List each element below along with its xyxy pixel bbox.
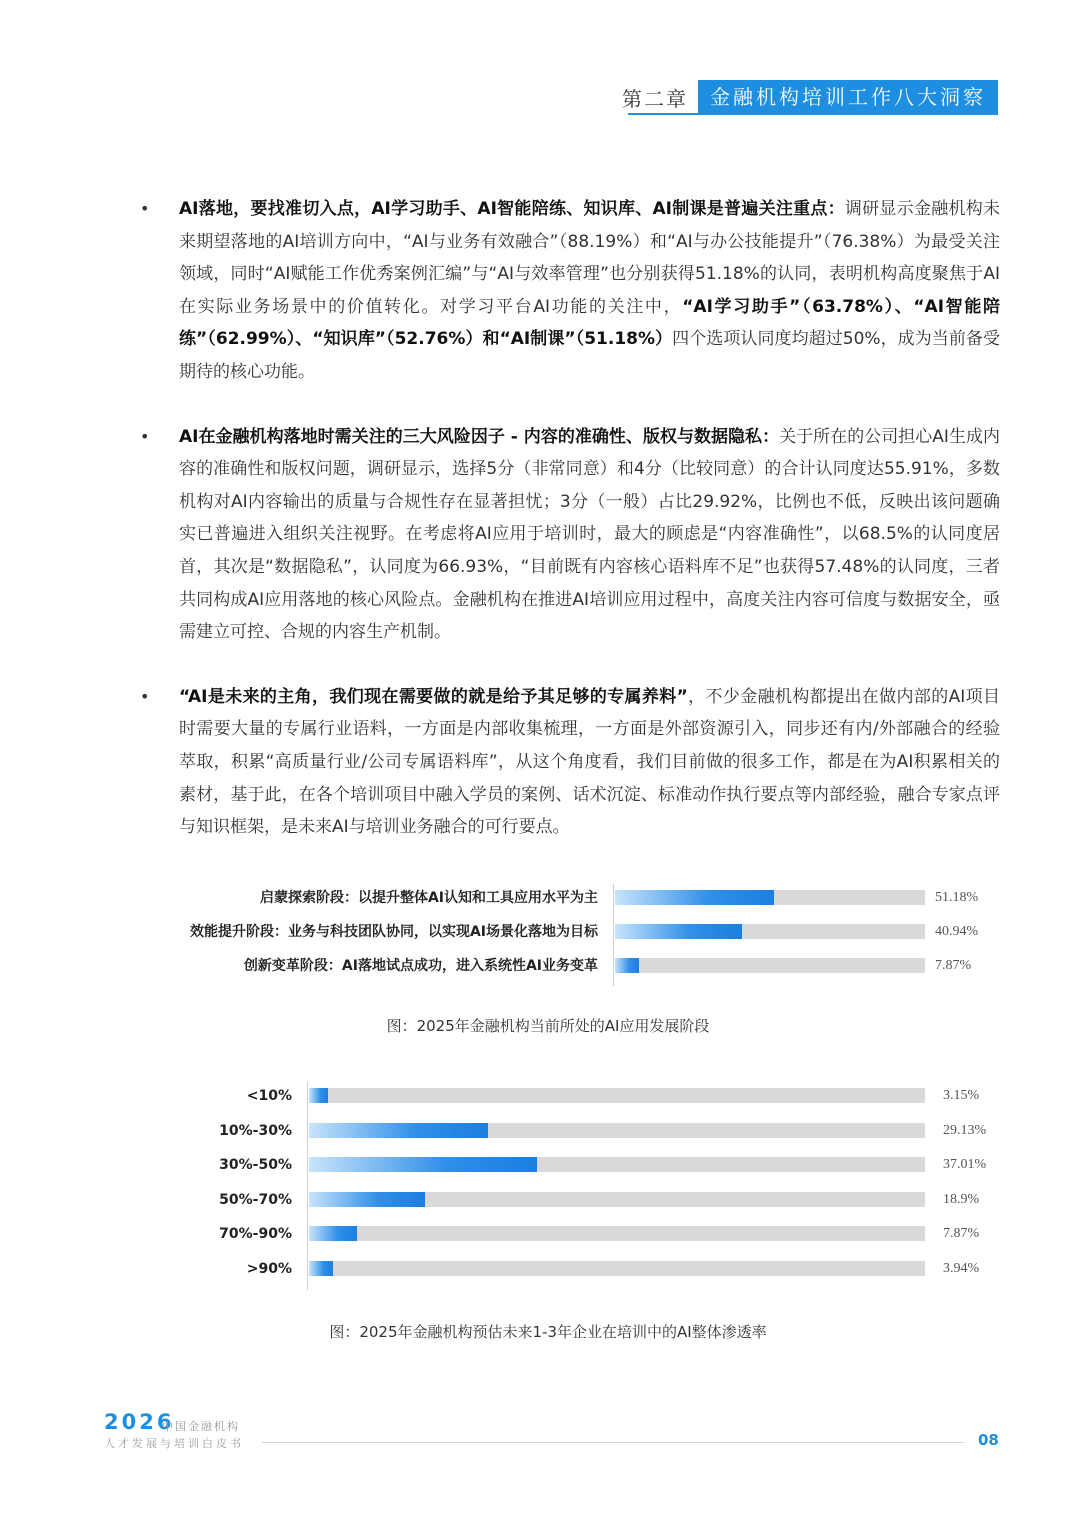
bar-track xyxy=(309,1192,925,1207)
chart-axis-line xyxy=(613,884,614,986)
bar-value-label: 3.15% xyxy=(943,1088,980,1103)
bar-value-label: 40.94% xyxy=(935,924,979,939)
bullet-dot: • xyxy=(140,686,150,706)
chapter-header xyxy=(622,80,998,114)
bar-label: 10%-30% xyxy=(219,1122,292,1139)
header-underline xyxy=(628,113,998,115)
chart-ai-penetration-caption: 图：2025年金融机构预估未来1-3年企业在培训中的AI整体渗透率 xyxy=(329,1323,767,1341)
bar-value-label: 37.01% xyxy=(943,1157,987,1173)
bullet-highlight: “AI学习助手”（63.78%）、“AI智能陪练”（62.99%）、“知识库”（52.76%）和“AI制课”（51.18%） xyxy=(179,296,1000,350)
bullet-lead: AI落地，要找准切入点，AI学习助手、AI智能陪练、知识库、AI制课是普遍关注重点： xyxy=(179,199,845,219)
chart-ai-stage-caption: 图：2025年金融机构当前所处的AI应用发展阶段 xyxy=(386,1017,710,1035)
chapter-title: 金融机构培训工作八大洞察 xyxy=(698,80,998,114)
bar-label: >90% xyxy=(246,1261,292,1277)
bar xyxy=(309,1192,425,1207)
bar-value-label: 7.87% xyxy=(935,958,972,973)
bar xyxy=(309,1123,488,1138)
bullet-text: 四个选项认同度均超过50%，成为当前备受期待的核心功能。 xyxy=(179,329,1000,382)
chapter-number: 第二章 xyxy=(622,86,688,111)
bar xyxy=(309,1088,328,1103)
bar xyxy=(615,958,639,973)
bullet-text: 关于所在的公司担心AI生成内容的准确性和版权问题，调研显示，选择5分（非常同意）和4分（比较同意）的合计认同度达55.91%，多数机构对AI内容输出的质量与合规性存在显著担忧；3分（一般）占比29.92%，比例也不低，反映出该问题确实已普遍进入组织关注视野。在考虑将AI应用于培训时，最大的顾虑是“内容准确性”，以68.5%的认同度居首，其次是“数据隐私”，认同度为66.93%，“目前既有内容核心语料库不足”也获得57.48%的认同度，三者共同构成AI应用落地的核心风险点。金融机构在推进AI培训应用过程中，高度关注内容可信度与数据安全，亟需建立可控、合规的内容生产机制。 xyxy=(179,426,1000,643)
bar-value-label: 51.18% xyxy=(935,890,979,905)
bar-label: <10% xyxy=(246,1088,292,1104)
footer-title-line2: 人才发展与培训白皮书 xyxy=(104,1437,244,1450)
bar xyxy=(615,924,742,939)
bar-label: 创新变革阶段：AI落地试点成功，进入系统性AI业务变革 xyxy=(243,958,598,974)
footer-title-line1: 中国金融机构 xyxy=(162,1420,240,1433)
bullet-dot: • xyxy=(140,426,150,446)
bar-track xyxy=(309,1226,925,1241)
bar-track xyxy=(615,924,925,939)
bullet-text: 调研显示金融机构未来期望落地的AI培训方向中，“AI与业务有效融合”（88.19%）和“AI与办公技能提升”（76.38%）为最受关注领域，同时“AI赋能工作优秀案例汇编”与“AI与效率管理”也分别获得51.18%的认同，表明机构高度聚焦于AI在实际业务场景中的价值转化。对学习平台AI功能的关注中， xyxy=(179,199,1000,317)
bar-track xyxy=(309,1157,925,1172)
bar xyxy=(615,890,774,905)
bar-value-label: 18.9% xyxy=(943,1191,980,1207)
bullet-text: ，不少金融机构都提出在做内部的AI项目时需要大量的专属行业语料，一方面是内部收集梳理，一方面是外部资源引入，同步还有内/外部融合的经验萃取，积累“高质量行业/公司专属语料库”，从这个角度看，我们目前做的很多工作，都是在为AI积累相关的素材，基于此，在各个培训项目中融入学员的案例、话术沉淀、标准动作执行要点等内部经验，融合专家点评与知识框架，是未来AI与培训业务融合的可行要点。 xyxy=(179,686,1000,838)
bullet-lead: “AI是未来的主角，我们现在需要做的就是给予其足够的专属养料” xyxy=(179,686,688,707)
chart-ai-stage xyxy=(0,884,1080,984)
bar-label: 启蒙探索阶段：以提升整体AI认知和工具应用水平为主 xyxy=(259,890,598,906)
bar-label: 50%-70% xyxy=(219,1191,292,1208)
bar-label: 70%-90% xyxy=(219,1226,292,1243)
bar-value-label: 7.87% xyxy=(943,1226,980,1242)
chart-axis-line xyxy=(307,1082,308,1290)
bar-track xyxy=(309,1261,925,1276)
bar xyxy=(309,1226,357,1241)
bar-value-label: 3.94% xyxy=(943,1261,980,1276)
bullet-lead: AI在金融机构落地时需关注的三大风险因子 - 内容的准确性、版权与数据隐私： xyxy=(179,426,780,447)
bar-track xyxy=(309,1088,925,1103)
chart-ai-penetration xyxy=(0,1082,1080,1282)
footer-year: 2026 xyxy=(104,1410,175,1434)
footer-divider xyxy=(262,1442,964,1443)
bullet-ai-landing xyxy=(140,193,1000,389)
bullet-risk-factors xyxy=(140,421,1000,649)
bullet-ai-nourishment xyxy=(140,681,1000,844)
bar-label: 效能提升阶段：业务与科技团队协同，以实现AI场景化落地为目标 xyxy=(189,924,598,940)
bar-track xyxy=(615,958,925,973)
bar xyxy=(309,1261,333,1276)
bar-track xyxy=(615,890,925,905)
bar xyxy=(309,1157,537,1172)
bullet-dot: • xyxy=(140,199,150,218)
bar-value-label: 29.13% xyxy=(943,1122,987,1138)
page-number: 08 xyxy=(978,1431,999,1449)
bar-track xyxy=(309,1123,925,1138)
bar-label: 30%-50% xyxy=(219,1157,292,1174)
bullet-list xyxy=(140,193,1000,876)
